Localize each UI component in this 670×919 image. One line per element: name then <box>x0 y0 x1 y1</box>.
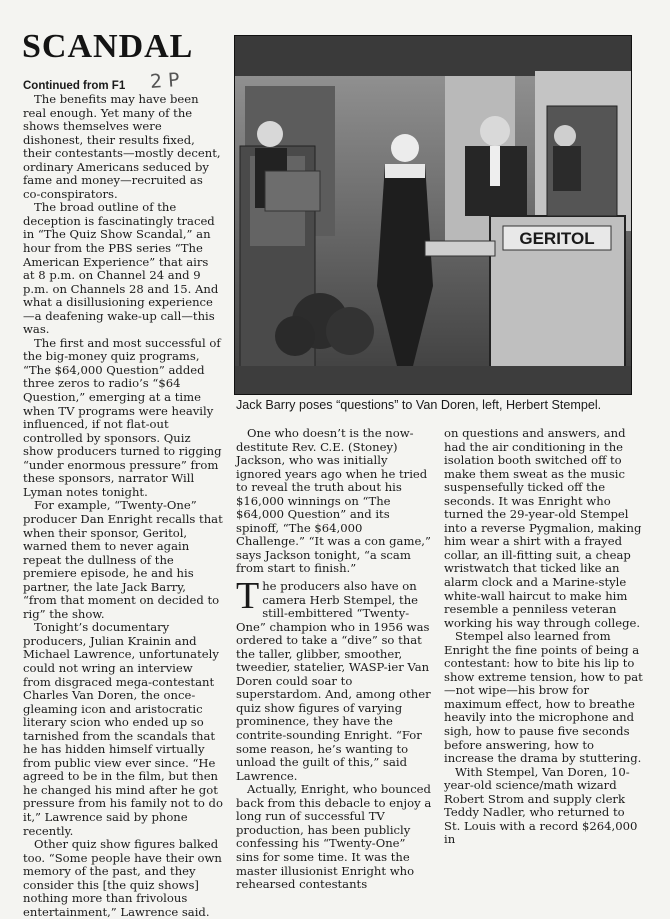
photo-illustration <box>235 36 631 394</box>
dropcap-letter: T <box>236 575 260 618</box>
article-column-3 <box>444 427 644 847</box>
paragraph: One who doesn’t is the now-destitute Rev. C.E. (Stoney) Jackson, who was initially ignored years ago when he tried to reveal the truth about his $16,000 winnings on “The $64,000 Question” and its spinoff, “The $64,000 Challenge.” “It was a con game,” says Jackson tonight, “a scam from start to finish.” <box>236 426 431 576</box>
paragraph: For example, “Twenty-One” producer Dan Enright recalls that when their sponsor, Geritol, warned them to never again repeat the dullness of the premiere episode, he and his partner, the late Jack Barry, “from that moment on decided to rig” the show. <box>23 498 223 621</box>
sign-text: GERITOL <box>519 229 595 248</box>
paragraph: Tonight’s documentary producers, Julian Krainin and Michael Lawrence, unfortunately could not wring an interview from disgraced mega-contestant Charles Van Doren, the once-gleaming icon and aristocratic literary scion who ended up so tarnished from the scandals that he has hidden himself virtually from public view ever since. “He agreed to be in the film, but then he changed his mind after he got pressure from his family not to do it,” Lawrence said by phone recently. <box>23 620 223 838</box>
paragraph: The broad outline of the deception is fascinatingly traced in “The Quiz Show Scandal,” an hour from the PBS series “The American Experience” that airs at 8 p.m. on Channel 24 and 9 p.m. on Channels 28 and 15. And what a disillusioning experience—a deafening wake-up call—this was. <box>23 200 219 337</box>
article-column-1 <box>23 93 223 919</box>
paragraph: With Stempel, Van Doren, 10-year-old science/math wizard Robert Strom and supply clerk Teddy Nadler, who returned to St. Louis with a record $264,000 in <box>444 764 638 847</box>
paragraph: Actually, Enright, who bounced back from this debacle to enjoy a long run of successful TV production, has been publicly confessing his “Twenty-One” sins for some time. It was the master illusionist Enright who rehearsed contestants <box>236 782 432 892</box>
headline: SCANDAL <box>22 28 194 65</box>
handwritten-note: 2 P <box>149 68 181 94</box>
paragraph: The benefits may have been real enough. Yet many of the shows themselves were dishonest, their results fixed, their contestants—mostly decent, ordinary Americans seduced by fame and money—recruited as co-conspirators. <box>23 92 221 201</box>
paragraph-text: he producers also have on camera Herb Stempel, the still-embittered “Twenty-One” champion who in 1956 was ordered to take a “dive” so that the taller, glibber, smoother, tweedier, statelier, WASP-ier Van Doren could soar to superstardom. And, among other quiz show figures of varying prominence, they have the contrite-sounding Enright. “For some reason, he’s wanting to unload the guilt of this,” said Lawrence. <box>236 579 431 783</box>
dropcap-paragraph <box>236 575 432 783</box>
paragraph: on questions and answers, and had the air conditioning in the isolation booth switched off to make them sweat as the music suspensefully ticked off the seconds. It was Enright who turned the 29-year-old Stempel into a reverse Pygmalion, making him wear a shirt with a frayed collar, an ill-fitting suit, a cheap wristwatch that ticked like an alarm clock and a Marine-style white-wall haircut to make him resemble a penniless veteran working his way through college. <box>444 426 642 630</box>
continued-from-label: Continued from F1 <box>23 80 126 92</box>
paragraph: Other quiz show figures balked too. “Some people have their own memory of the past, and they consider this [the quiz shows] nothing more than frivolous entertainment,” Lawrence said. <box>23 837 222 919</box>
photo-caption: Jack Barry poses “questions” to Van Doren, left, Herbert Stempel. <box>236 398 602 412</box>
paragraph: The first and most successful of the big-money quiz programs, “The $64,000 Question” added three zeros to radio’s “$64 Question,” emerging at a time when TV programs were heavily influenced, if not flat-out controlled by sponsors. Quiz show producers turned to rigging “under enormous pressure” from these sponsors, narrator Will Lyman notes tonight. <box>23 335 222 499</box>
news-photo <box>234 35 632 395</box>
paragraph: Stempel also learned from Enright the fine points of being a contestant: how to bite his lip to show extreme tension, how to pat—not wipe—his brow for maximum effect, how to breathe heavily into the microphone and sigh, how to pause five seconds before answering, how to increase the drama by stuttering. <box>444 629 643 766</box>
article-column-2 <box>236 427 432 892</box>
